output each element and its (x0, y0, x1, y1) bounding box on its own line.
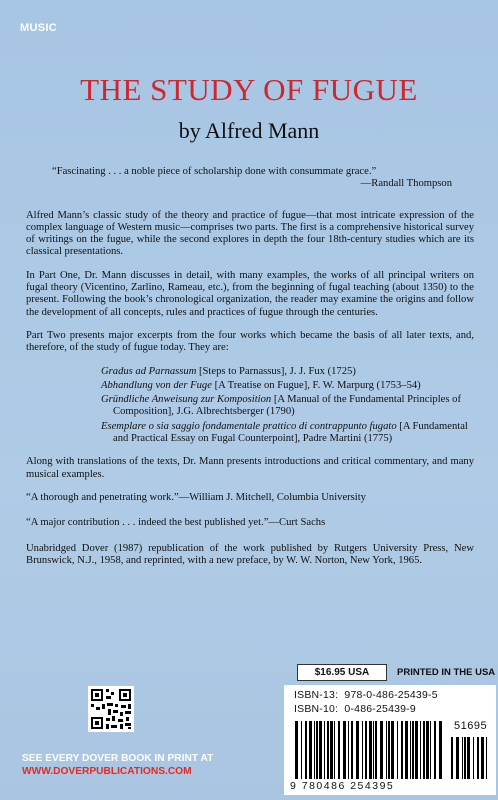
quote-thompson-text: “Fascinating . . . a noble piece of scholarship done with consummate grace.” (52, 166, 377, 177)
barcode-addon-digits: 51695 (454, 720, 488, 732)
works-list (101, 366, 474, 446)
barcode-digits: 9 780486 254395 (290, 780, 395, 792)
barcode-panel (284, 685, 496, 795)
price-box: $16.95 USA (297, 664, 387, 681)
category-label: MUSIC (20, 22, 57, 34)
dover-promo-line: SEE EVERY DOVER BOOK IN PRINT AT (22, 753, 214, 764)
work-item: Abhandlung von der Fuge [A Treatise on Fugue], F. W. Marpurg (1753–54) (101, 379, 421, 391)
printed-in-label: PRINTED IN THE USA (397, 667, 496, 678)
quote-thompson-attribution: —Randall Thompson (360, 178, 452, 190)
quote-sachs: “A major contribution . . . indeed the best published yet.”—Curt Sachs (26, 517, 326, 529)
quote-mitchell: “A thorough and penetrating work.”—William J. Mitchell, Columbia University (26, 491, 366, 503)
publication-note: Unabridged Dover (1987) republication of the work published by Rutgers University Press, New Brunswick, N.J., 1958, and reprinted, with a new preface, by W. W. Norton, New York, 1965. (26, 542, 474, 566)
barcode-icon (294, 721, 444, 779)
author-byline: by Alfred Mann (178, 118, 320, 143)
isbn10-label: ISBN-10: 0-486-25439-9 (294, 703, 416, 715)
addon-barcode-icon (450, 737, 490, 779)
book-title: THE STUDY OF FUGUE (80, 72, 418, 107)
paragraph-translations: Along with translations of the texts, Dr. Mann presents introductions and critical commentary, and many musical examples. (26, 456, 474, 480)
work-item: Gradus ad Parnassum [Steps to Parnassus], J. J. Fux (1725) (101, 365, 356, 377)
work-item: Gründliche Anweisung zur Komposition [A Manual of the Fundamental Principles of Composition], J.G. Albrechtsberger (1790) (101, 394, 461, 418)
qr-code-icon (88, 686, 134, 732)
isbn13-label: ISBN-13: 978-0-486-25439-5 (294, 689, 438, 701)
paragraph-intro: Alfred Mann’s classic study of the theory and practice of fugue—that most intricate expression of the complex language of Western music—comprises two parts. The first is a comprehensive historical survey of writings on the fugue, while the second explores in depth the four 18th-century studies which are its classical presentations. (26, 209, 474, 258)
quote-thompson (52, 166, 474, 191)
paragraph-part-two: Part Two presents major excerpts from the four works which became the basis of all later texts, and, therefore, of the study of fugue today. They are: (26, 329, 474, 354)
blurb-text (26, 166, 474, 578)
dover-website-link[interactable]: WWW.DOVERPUBLICATIONS.COM (22, 766, 192, 777)
paragraph-part-one: In Part One, Dr. Mann discusses in detail, with many examples, the works of all principal writers on fugal theory (Vicentino, Zarlino, Rameau, etc.), from the beginning of fugal teaching (about 1350) to the present. Following the book’s chronological organization, the reader may examine the origins and follow the development of all concepts, rules and practices of fugue through the centuries. (26, 269, 474, 318)
work-item: Esemplare o sia saggio fondamentale prattico di contrappunto fugato [A Fundamental and Practical Essay on Fugal Counterpoint], Padre Martini (1775) (101, 420, 468, 445)
dover-promo (22, 752, 222, 778)
